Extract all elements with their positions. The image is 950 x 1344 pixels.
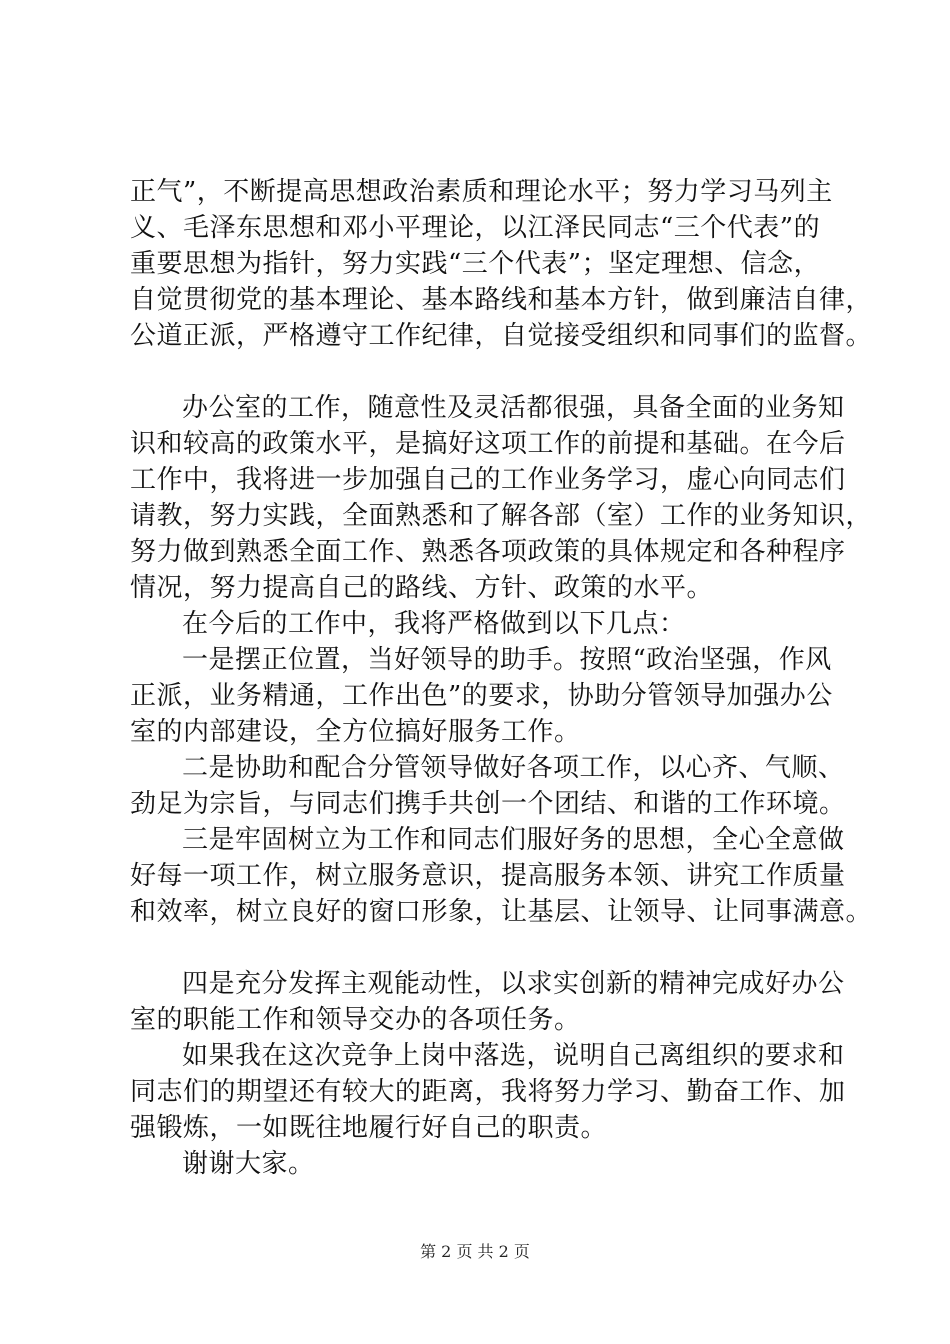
text-line: 在今后的工作中，我将严格做到以下几点：: [182, 609, 686, 639]
text-line: 自觉贯彻党的基本理论、基本路线和基本方针，做到廉洁自律，: [130, 285, 873, 315]
text-line: 重要思想为指针，努力实践“三个代表”；坚定理想、信念，: [130, 249, 821, 279]
text-line: 识和较高的政策水平，是搞好这项工作的前提和基础。在今后: [130, 429, 846, 459]
text-line: 劲足为宗旨，与同志们携手共创一个团结、和谐的工作环境。: [130, 789, 846, 819]
text-line: 如果我在这次竞争上岗中落选，说明自己离组织的要求和: [182, 1041, 845, 1071]
text-line: 室的内部建设，全方位搞好服务工作。: [130, 717, 581, 747]
text-line: 情况，努力提高自己的路线、方针、政策的水平。: [130, 573, 714, 603]
text-line: 正派，业务精通，工作出色”的要求，协助分管领导加强办公: [130, 681, 833, 711]
text-line: 四是充分发挥主观能动性，以求实创新的精神完成好办公: [182, 969, 845, 999]
text-line: 办公室的工作，随意性及灵活都很强，具备全面的业务知: [182, 393, 845, 423]
text-line: 正气”，不断提高思想政治素质和理论水平；努力学习马列主: [130, 177, 833, 207]
text-line: 工作中，我将进一步加强自己的工作业务学习，虚心向同志们: [130, 465, 846, 495]
text-line: 同志们的期望还有较大的距离，我将努力学习、勤奋工作、加: [130, 1077, 846, 1107]
text-line: 室的职能工作和领导交办的各项任务。: [130, 1005, 581, 1035]
text-line: 强锻炼，一如既往地履行好自己的职责。: [130, 1113, 608, 1143]
text-line: 好每一项工作，树立服务意识，提高服务本领、讲究工作质量: [130, 861, 846, 891]
text-line: 努力做到熟悉全面工作、熟悉各项政策的具体规定和各种程序: [130, 537, 846, 567]
page-number-footer: 第 2 页 共 2 页: [420, 1242, 530, 1261]
text-line: 请教，努力实践，全面熟悉和了解各部（室）工作的业务知识，: [130, 501, 873, 531]
text-line: 公道正派，严格遵守工作纪律，自觉接受组织和同事们的监督。: [130, 321, 873, 351]
text-line: 二是协助和配合分管领导做好各项工作，以心齐、气顺、: [182, 753, 845, 783]
text-line: 一是摆正位置，当好领导的助手。按照“政治坚强，作风: [182, 645, 832, 675]
text-line: 三是牢固树立为工作和同志们服好务的思想，全心全意做: [182, 825, 845, 855]
text-line: 谢谢大家。: [182, 1149, 315, 1179]
text-line: 义、毛泽东思想和邓小平理论，以江泽民同志“三个代表”的: [130, 213, 821, 243]
text-line: 和效率，树立良好的窗口形象，让基层、让领导、让同事满意。: [130, 897, 873, 927]
